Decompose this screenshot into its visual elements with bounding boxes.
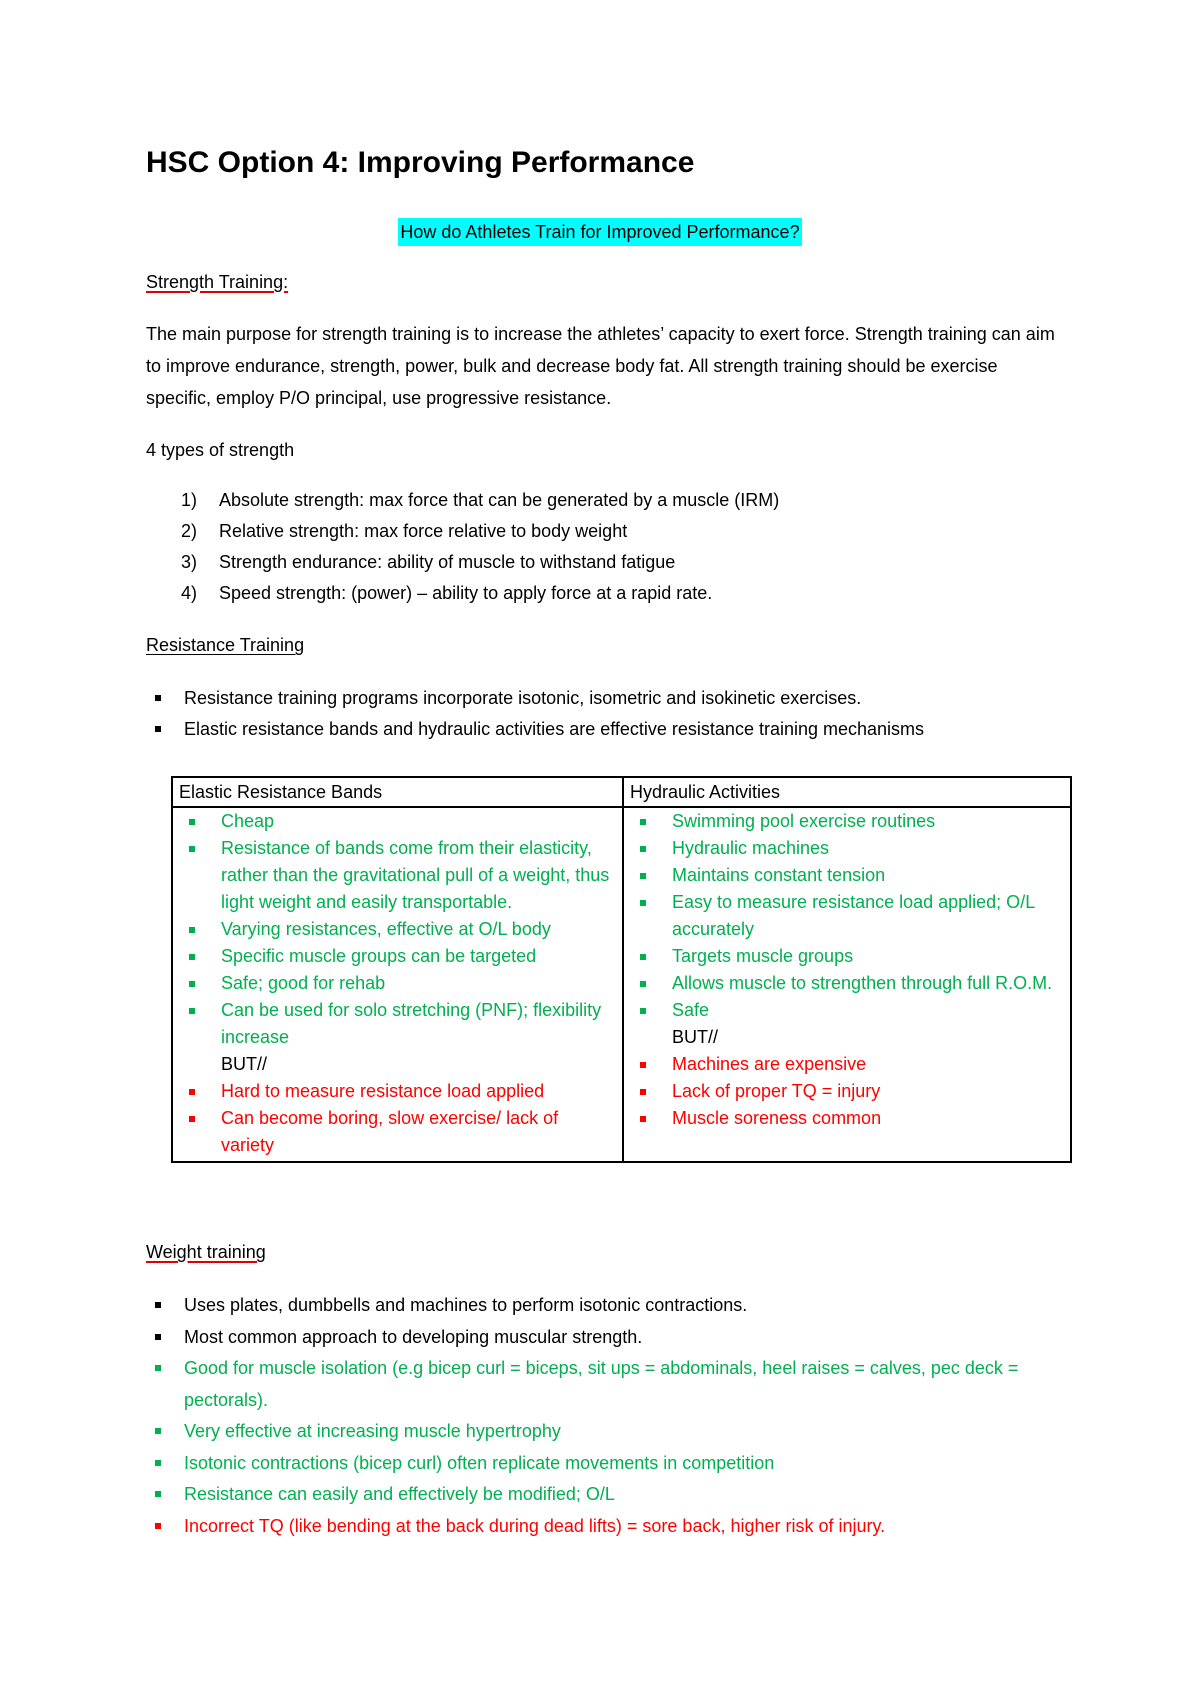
list-item	[146, 1479, 1084, 1511]
square-bullet-icon	[155, 1302, 161, 1308]
list-item-text: Resistance of bands come from their elasticity, rather than the gravitational pull of a weight, thus light weight and easily transportable.	[221, 838, 610, 912]
square-bullet-icon	[189, 846, 195, 852]
square-bullet-icon	[189, 1089, 195, 1095]
table-header-elastic-bands: Elastic Resistance Bands	[172, 777, 623, 807]
list-item	[146, 1322, 1084, 1354]
weight-training-heading: Weight training	[146, 1242, 266, 1262]
list-item-text: Easy to measure resistance load applied; O/L accurately	[672, 892, 1035, 939]
strength-types-list	[146, 488, 779, 612]
list-item-text: BUT//	[672, 1027, 719, 1047]
square-bullet-icon	[189, 927, 195, 933]
table-header-hydraulic: Hydraulic Activities	[623, 777, 1071, 807]
list-item-text: Very effective at increasing muscle hypertrophy	[184, 1421, 561, 1441]
square-bullet-icon	[155, 1365, 161, 1371]
list-item-text: Good for muscle isolation (e.g bicep curl = biceps, sit ups = abdominals, heel raises = calves, pec deck = pectorals).	[184, 1358, 1019, 1410]
square-bullet-icon	[640, 981, 646, 987]
list-item-text: Resistance training programs incorporate isotonic, isometric and isokinetic exercises.	[184, 688, 862, 708]
table-row	[172, 807, 1071, 1162]
list-item	[179, 970, 616, 997]
list-item	[630, 808, 1064, 835]
list-item	[179, 1105, 616, 1159]
list-item	[179, 1051, 616, 1078]
list-item-text: Relative strength: max force relative to body weight	[219, 521, 628, 541]
square-bullet-icon	[189, 1008, 195, 1014]
square-bullet-icon	[640, 954, 646, 960]
list-item-text: Allows muscle to strengthen through full R.O.M.	[672, 973, 1053, 993]
square-bullet-icon	[640, 1008, 646, 1014]
resistance-training-heading: Resistance Training	[146, 635, 305, 655]
page-title: HSC Option 4: Improving Performance	[146, 146, 695, 179]
square-bullet-icon	[189, 981, 195, 987]
list-item	[179, 943, 616, 970]
square-bullet-icon	[155, 1460, 161, 1466]
list-item	[146, 519, 779, 550]
list-item-text: Most common approach to developing muscular strength.	[184, 1326, 643, 1347]
list-item	[630, 970, 1064, 997]
list-item-text: Uses plates, dumbbells and machines to perform isotonic contractions.	[184, 1295, 748, 1315]
list-item	[146, 488, 779, 519]
list-item	[179, 1078, 616, 1105]
list-item	[630, 1024, 1064, 1051]
list-item	[146, 1511, 1084, 1543]
list-number: 3)	[181, 552, 198, 572]
list-item-text: Machines are expensive	[672, 1054, 867, 1074]
list-number: 2)	[181, 521, 198, 541]
weight-training-bullets	[146, 1290, 1084, 1542]
resistance-bullets	[146, 686, 924, 748]
list-item-text: Lack of proper TQ = injury	[672, 1081, 881, 1101]
table-header-row	[172, 777, 1071, 807]
strength-training-paragraph: The main purpose for strength training is to increase the athletes’ capacity to exert force. Strength training can aim to improve endurance, strength, power, bulk and decrease body fat. All strength training should be exercise specific, employ P/O principal, use progressive resistance.	[146, 324, 1055, 408]
list-item	[146, 581, 779, 612]
list-item	[179, 808, 616, 835]
table-cell-elastic-bands	[172, 807, 623, 1162]
list-item	[630, 1105, 1064, 1132]
square-bullet-icon	[155, 1428, 161, 1434]
square-bullet-icon	[155, 1334, 161, 1340]
subtitle-row	[0, 218, 1200, 246]
list-item	[630, 1051, 1064, 1078]
square-bullet-icon	[189, 1116, 195, 1122]
list-item	[630, 1078, 1064, 1105]
square-bullet-icon	[640, 900, 646, 906]
list-item-text: Hydraulic machines	[672, 838, 830, 858]
square-bullet-icon	[189, 954, 195, 960]
list-item-text: Can become boring, slow exercise/ lack of variety	[221, 1108, 559, 1155]
list-item-text: Elastic resistance bands and hydraulic activities are effective resistance training mechanisms	[184, 719, 925, 739]
elastic-bands-list	[179, 808, 616, 1159]
list-item-text: Strength endurance: ability of muscle to withstand fatigue	[219, 552, 676, 572]
square-bullet-icon	[189, 819, 195, 825]
list-item	[146, 550, 779, 581]
list-item-text: Absolute strength: max force that can be generated by a muscle (IRM)	[219, 490, 780, 510]
list-item	[146, 1416, 1084, 1448]
list-item-text: Swimming pool exercise routines	[672, 811, 936, 831]
list-item-text: Can be used for solo stretching (PNF); flexibility increase	[221, 1000, 602, 1047]
square-bullet-icon	[640, 1089, 646, 1095]
list-item	[179, 997, 616, 1051]
list-item-text: BUT//	[221, 1054, 268, 1074]
list-item	[630, 889, 1064, 943]
square-bullet-icon	[155, 726, 161, 732]
square-bullet-icon	[640, 846, 646, 852]
comparison-table	[171, 776, 1072, 1163]
list-item-text: Targets muscle groups	[672, 946, 854, 966]
strength-training-heading: Strength Training:	[146, 272, 289, 292]
list-item	[146, 686, 924, 717]
list-item-text: Speed strength: (power) – ability to apply force at a rapid rate.	[219, 583, 713, 603]
list-item	[146, 1290, 1084, 1322]
types-of-strength-label: 4 types of strength	[146, 440, 295, 460]
list-item-text: Varying resistances, effective at O/L body	[221, 919, 551, 939]
list-number: 1)	[181, 490, 198, 510]
square-bullet-icon	[640, 1116, 646, 1122]
square-bullet-icon	[155, 1491, 161, 1497]
list-item	[630, 862, 1064, 889]
list-item	[630, 943, 1064, 970]
list-item	[630, 835, 1064, 862]
list-item-text: Resistance can easily and effectively be modified; O/L	[184, 1484, 615, 1504]
list-item	[630, 997, 1064, 1024]
list-item-text: Incorrect TQ (like bending at the back during dead lifts) = sore back, higher risk of injury.	[184, 1515, 886, 1536]
list-item-text: Hard to measure resistance load applied	[221, 1081, 545, 1101]
square-bullet-icon	[640, 873, 646, 879]
list-item	[146, 1448, 1084, 1480]
list-item-text: Isotonic contractions (bicep curl) often replicate movements in competition	[184, 1452, 775, 1473]
list-item	[146, 717, 924, 748]
square-bullet-icon	[155, 1523, 161, 1529]
square-bullet-icon	[640, 1062, 646, 1068]
list-item-text: Specific muscle groups can be targeted	[221, 946, 537, 966]
list-item-text: Safe; good for rehab	[221, 973, 386, 993]
list-item	[179, 916, 616, 943]
list-item-text: Maintains constant tension	[672, 865, 886, 885]
highlighted-subtitle: How do Athletes Train for Improved Performance?	[398, 218, 801, 246]
list-item	[146, 1353, 1084, 1416]
table-cell-hydraulic	[623, 807, 1071, 1162]
list-item-text: Safe	[672, 1000, 710, 1020]
list-item-text: Cheap	[221, 811, 275, 831]
square-bullet-icon	[640, 819, 646, 825]
list-number: 4)	[181, 583, 198, 603]
hydraulic-list	[630, 808, 1064, 1132]
list-item-text: Muscle soreness common	[672, 1108, 882, 1128]
square-bullet-icon	[155, 695, 161, 701]
list-item	[179, 835, 616, 916]
